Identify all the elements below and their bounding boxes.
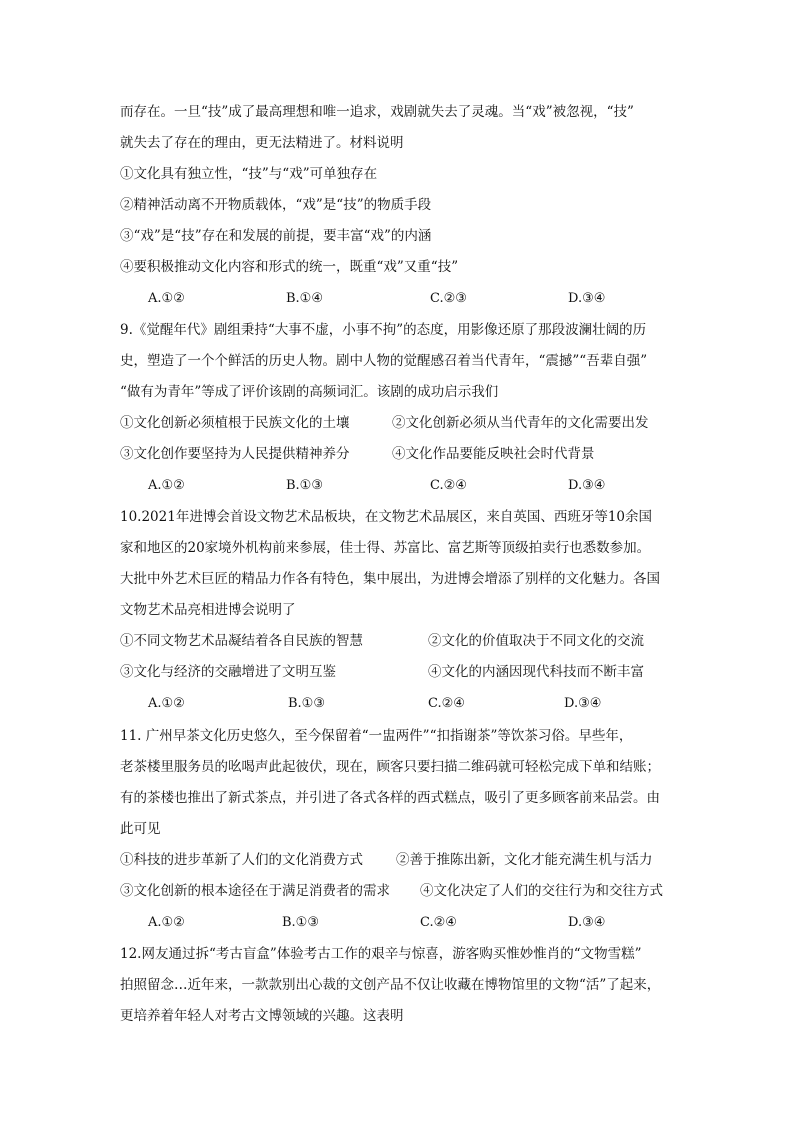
q11-stem-line-2: 老茶楼里服务员的吆喝声此起彼伏，现在，顾客只要扫描二维码就可轻松完成下单和结账；	[120, 759, 660, 775]
q10-statements-row-1	[120, 631, 680, 651]
q9-statement-1: ①文化创新必须植根于民族文化的土壤	[120, 415, 350, 431]
q11-statements-row-1	[120, 850, 680, 870]
q9-statement-4: ④文化作品要能反映社会时代背景	[392, 446, 595, 462]
q12-stem-line-3: 更培养着年轻人对考古文博领域的兴趣。这表明	[120, 1008, 404, 1024]
q8-option-c[interactable]: C.②③	[430, 291, 467, 306]
q8-options	[148, 289, 668, 309]
q11-option-c[interactable]: C.②④	[420, 915, 457, 930]
q11-stem-line-3: 有的茶楼也推出了新式茶点，并引进了各式各样的西式糕点，吸引了更多顾客前来品尝。由	[120, 790, 660, 806]
q11-options	[148, 913, 668, 933]
q10-statement-2: ②文化的价值取决于不同文化的交流	[428, 633, 644, 649]
q11-stem-line-4: 此可见	[120, 821, 161, 837]
q9-stem-line-3: “做有为青年”等成了评价该剧的高频词汇。该剧的成功启示我们	[120, 384, 499, 400]
q9-option-b[interactable]: B.①③	[286, 478, 323, 493]
q9-statements-row-1	[120, 413, 680, 433]
q12-stem-line-1: 12.网友通过拆“考古盲盒”体验考古工作的艰辛与惊喜，游客购买惟妙惟肖的“文物雪糕”	[120, 946, 642, 962]
q9-option-c[interactable]: C.②④	[430, 478, 467, 493]
q11-statement-1: ①科技的进步革新了人们的文化消费方式	[120, 852, 363, 868]
q8-option-a[interactable]: A.①②	[148, 291, 185, 306]
q10-statement-3: ③文化与经济的交融增进了文明互鉴	[120, 664, 336, 680]
q8-option-d[interactable]: D.③④	[568, 291, 606, 306]
q9-stem-line-2: 史，塑造了一个个鲜活的历史人物。剧中人物的觉醒感召着当代青年，“震撼”“吾辈自强”	[120, 353, 648, 369]
q11-statement-2: ②善于推陈出新，文化才能充满生机与活力	[396, 852, 653, 868]
q8-statement-4: ④要积极推动文化内容和形式的统一，既重“戏”又重“技”	[120, 259, 459, 275]
q8-statement-1: ①文化具有独立性，“技”与“戏”可单独存在	[120, 166, 378, 182]
q8-statement-3: ③“戏”是“技”存在和发展的前提，要丰富“戏”的内涵	[120, 228, 432, 244]
q9-statement-3: ③文化创作要坚持为人民提供精神养分	[120, 446, 350, 462]
q9-options	[148, 476, 668, 496]
q10-option-c[interactable]: C.②④	[428, 696, 465, 711]
q10-option-b[interactable]: B.①③	[288, 696, 325, 711]
q10-stem-line-4: 文物艺术品亮相进博会说明了	[120, 602, 296, 618]
q12-stem-line-2: 拍照留念…近年来，一款款别出心裁的文创产品不仅让收藏在博物馆里的文物“活”了起来，	[120, 977, 661, 993]
q11-stem-line-1: 11. 广州早茶文化历史悠久，至今保留着“一盅两件”“扣指谢茶”等饮茶习俗。早些年，	[120, 728, 633, 744]
q10-options	[148, 694, 668, 714]
q10-statement-4: ④文化的内涵因现代科技而不断丰富	[428, 664, 644, 680]
q11-statement-4: ④文化决定了人们的交往行为和交往方式	[420, 883, 663, 899]
q8-text-line-1: 而存在。一旦“技”成了最高理想和唯一追求，戏剧就失去了灵魂。当“戏”被忽视，“技”	[120, 104, 634, 120]
q10-stem-line-3: 大批中外艺术巨匠的精品力作各有特色，集中展出，为进博会增添了别样的文化魅力。各国	[120, 571, 660, 587]
q10-stem-line-2: 家和地区的20家境外机构前来参展，佳士得、苏富比、富艺斯等顶级拍卖行也悉数参加。	[120, 540, 651, 556]
q11-statement-3: ③文化创新的根本途径在于满足消费者的需求	[120, 883, 390, 899]
q10-option-a[interactable]: A.①②	[148, 696, 185, 711]
q10-statement-1: ①不同文物艺术品凝结着各自民族的智慧	[120, 633, 363, 649]
q8-text-line-2: 就失去了存在的理由，更无法精进了。材料说明	[120, 135, 404, 151]
q9-statement-2: ②文化创新必须从当代青年的文化需要出发	[392, 415, 649, 431]
q8-option-b[interactable]: B.①④	[286, 291, 323, 306]
q9-option-a[interactable]: A.①②	[148, 478, 185, 493]
q10-option-d[interactable]: D.③④	[564, 696, 602, 711]
q9-option-d[interactable]: D.③④	[568, 478, 606, 493]
q11-option-b[interactable]: B.①③	[282, 915, 319, 930]
q8-statement-2: ②精神活动离不开物质载体，“戏”是“技”的物质手段	[120, 197, 432, 213]
q10-statements-row-2	[120, 662, 680, 682]
q10-stem-line-1: 10.2021年进博会首设文物艺术品板块，在文物艺术品展区，来自英国、西班牙等10余国	[120, 509, 653, 525]
q11-option-a[interactable]: A.①②	[148, 915, 185, 930]
q11-option-d[interactable]: D.③④	[568, 915, 606, 930]
q11-statements-row-2	[120, 881, 680, 901]
q9-stem-line-1: 9.《觉醒年代》剧组秉持“大事不虚，小事不拘”的态度，用影像还原了那段波澜壮阔的历	[120, 322, 647, 338]
q9-statements-row-2	[120, 444, 680, 464]
